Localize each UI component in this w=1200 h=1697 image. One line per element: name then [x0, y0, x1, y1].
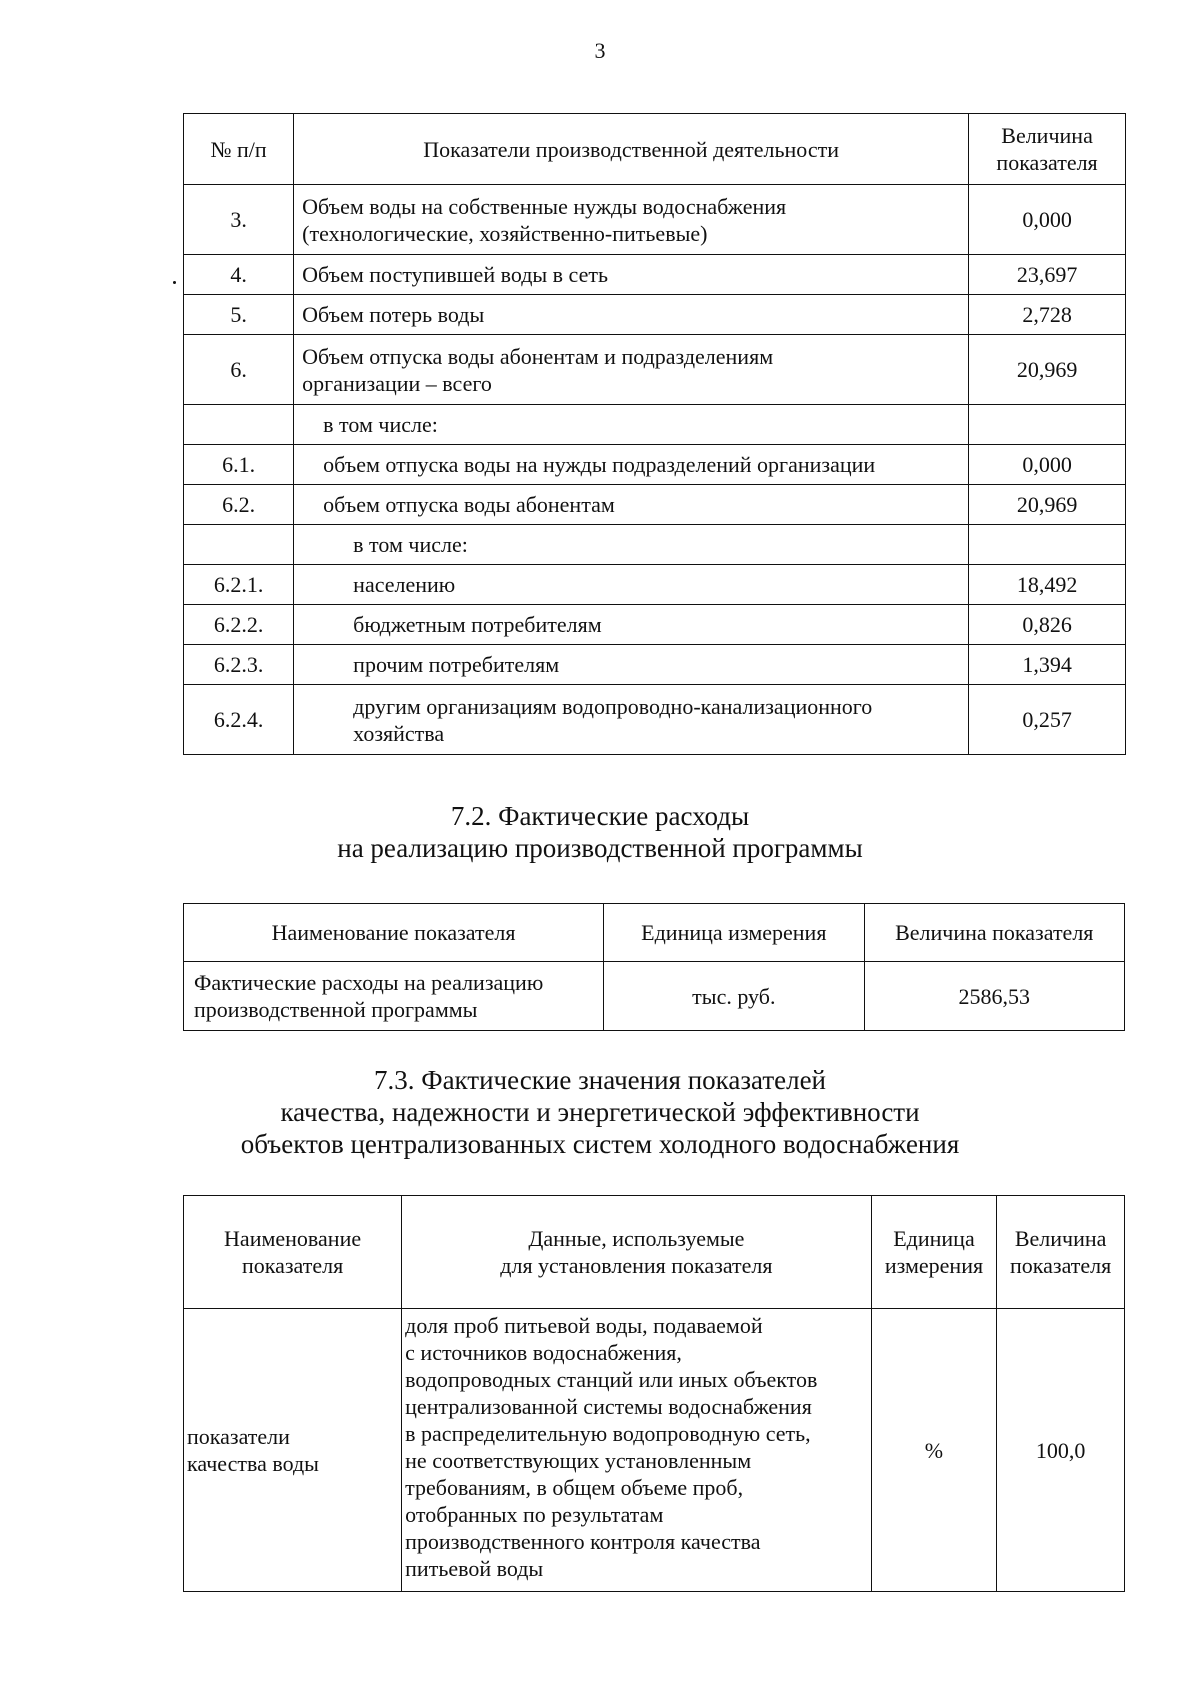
- table-row: [184, 605, 1126, 645]
- page-number: 3: [594, 38, 606, 63]
- row-value: [969, 525, 1126, 565]
- header-unit: Единица измерения: [871, 1196, 997, 1309]
- row-value: 0,000: [969, 445, 1126, 485]
- header-name: Наименование показателя: [184, 904, 604, 962]
- row-value: 0,000: [969, 185, 1126, 255]
- row-num: 6.: [184, 335, 294, 405]
- row-name: другим организациям водопроводно-канализационного хозяйства: [294, 685, 969, 755]
- table-row: [184, 335, 1126, 405]
- row-num: 6.2.: [184, 485, 294, 525]
- table-header-row: [184, 1196, 1125, 1309]
- table-row: [184, 645, 1126, 685]
- header-value: Величина показателя: [864, 904, 1124, 962]
- quality-indicators-table: [183, 1195, 1125, 1592]
- table-row: [184, 445, 1126, 485]
- table-row: [184, 962, 1125, 1031]
- row-num: 5.: [184, 295, 294, 335]
- row-value: 0,826: [969, 605, 1126, 645]
- row-name: прочим потребителям: [294, 645, 969, 685]
- row-num: 3.: [184, 185, 294, 255]
- row-num: [184, 525, 294, 565]
- section-7-3-title: 7.3. Фактические значения показателей качества, надежности и энергетической эффективности объектов централизованных систем холодного водоснабжения: [240, 1065, 960, 1159]
- row-value: 100,0: [997, 1309, 1125, 1592]
- actual-expenses-table: [183, 903, 1125, 1031]
- table-row: [184, 295, 1126, 335]
- table-row: [184, 1309, 1125, 1592]
- production-indicators-table: [183, 113, 1126, 755]
- row-name: объем отпуска воды на нужды подразделений организации: [294, 445, 969, 485]
- row-unit: тыс. руб.: [604, 962, 864, 1031]
- header-value: Величина показателя: [969, 114, 1126, 185]
- header-data: Данные, используемые для установления показателя: [402, 1196, 871, 1309]
- table-row: [184, 405, 1126, 445]
- row-name: населению: [294, 565, 969, 605]
- header-indicators: Показатели производственной деятельности: [294, 114, 969, 185]
- table-row: [184, 485, 1126, 525]
- table-row: [184, 525, 1126, 565]
- row-data: [402, 1309, 871, 1592]
- table-row: [184, 255, 1126, 295]
- row-value: 2586,53: [864, 962, 1124, 1031]
- row-num: [184, 405, 294, 445]
- row-name: показатели качества воды: [184, 1309, 402, 1592]
- table-header-row: [184, 114, 1126, 185]
- row-value: 18,492: [969, 565, 1126, 605]
- row-num: 6.2.3.: [184, 645, 294, 685]
- row-name: в том числе:: [294, 525, 969, 565]
- row-data-text: доля проб питьевой воды, подаваемой с источников водоснабжения, водопроводных станций или иных объектов централизованной системы водоснабжения в распределительную водопроводную сеть, не соответствующих установленным требованиям, в общем объеме проб, отобранных по результатам производственного контроля качества питьевой воды: [405, 1313, 818, 1581]
- row-name: Фактические расходы на реализацию производственной программы: [184, 962, 604, 1031]
- row-value: [969, 405, 1126, 445]
- row-name: Объем потерь воды: [294, 295, 969, 335]
- row-num: 4.: [184, 255, 294, 295]
- row-value: 20,969: [969, 335, 1126, 405]
- row-name: Объем отпуска воды абонентам и подразделениям организации – всего: [294, 335, 969, 405]
- table-row: [184, 185, 1126, 255]
- row-name: Объем воды на собственные нужды водоснабжения (технологические, хозяйственно-питьевые): [294, 185, 969, 255]
- row-num: 6.2.2.: [184, 605, 294, 645]
- row-value: 1,394: [969, 645, 1126, 685]
- row-num: 6.1.: [184, 445, 294, 485]
- header-name: Наименование показателя: [184, 1196, 402, 1309]
- row-value: 23,697: [969, 255, 1126, 295]
- row-value: 20,969: [969, 485, 1126, 525]
- header-value: Величина показателя: [997, 1196, 1125, 1309]
- row-name: в том числе:: [294, 405, 969, 445]
- scan-dot: [173, 281, 176, 284]
- header-unit: Единица измерения: [604, 904, 864, 962]
- row-unit: %: [871, 1309, 997, 1592]
- row-name: бюджетным потребителям: [294, 605, 969, 645]
- table-row: [184, 565, 1126, 605]
- row-num: 6.2.4.: [184, 685, 294, 755]
- row-value: 0,257: [969, 685, 1126, 755]
- table-header-row: [184, 904, 1125, 962]
- row-name: объем отпуска воды абонентам: [294, 485, 969, 525]
- row-num: 6.2.1.: [184, 565, 294, 605]
- table-row: [184, 685, 1126, 755]
- section-7-2-title: 7.2. Фактические расходы на реализацию производственной программы: [337, 801, 863, 863]
- header-num: № п/п: [184, 114, 294, 185]
- row-name: Объем поступившей воды в сеть: [294, 255, 969, 295]
- row-value: 2,728: [969, 295, 1126, 335]
